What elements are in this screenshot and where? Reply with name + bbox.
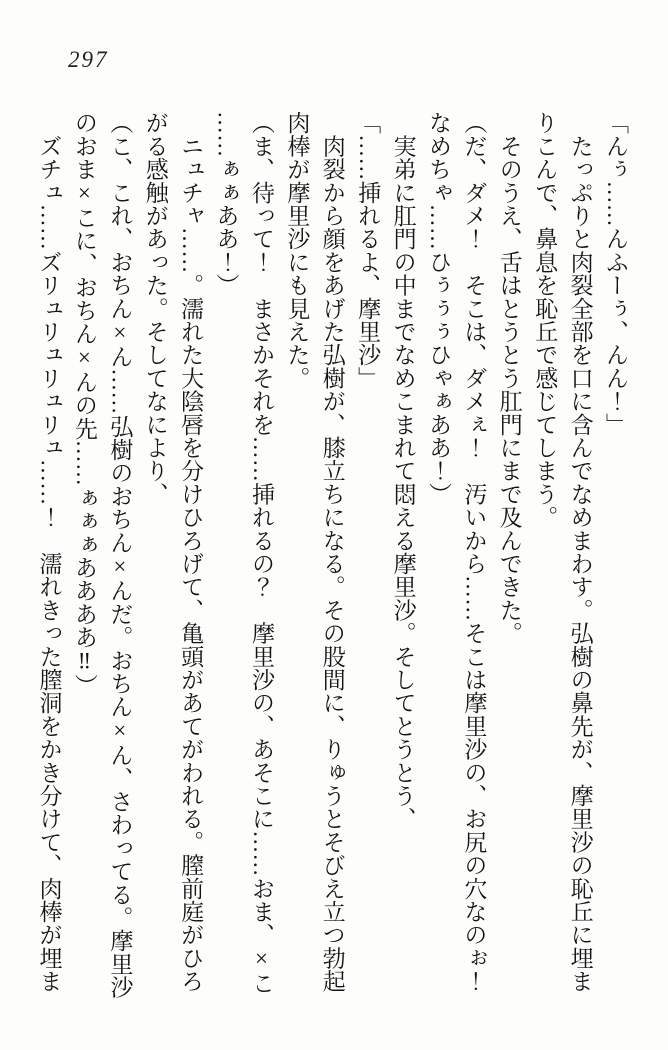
text-line: 「んぅ……んふーぅ、んん！」 xyxy=(603,111,628,436)
text-line: がる感触があった。そしてなにより、 xyxy=(142,111,168,506)
text-line: 実弟に肛門の中までなめこまれて悶える摩里沙。そしてとうとう、 xyxy=(390,111,416,831)
text-line: そのうえ、舌はとうとう肛門にまで及んできた。 xyxy=(496,111,522,645)
text-line: 肉裂から顔をあげた弘樹が、膝立ちになる。その股間に、りゅうとそびえ立つ勃起 xyxy=(319,111,345,993)
text-line: 肉棒が摩里沙にも見えた。 xyxy=(284,111,310,390)
text-line: のおま×こに、おちん×んの先……ぁぁぁああああ‼） xyxy=(71,111,97,697)
text-line: （ま、待って！ まさかそれを……挿れるの？ 摩里沙の、あそこに……おま、×こ xyxy=(248,111,274,995)
text-line: ズチュ……ズリュリュリュリュ……！ 濡れきった膣洞をかき分けて、肉棒が埋ま xyxy=(36,111,62,993)
text-line: 「……挿れるよ、摩里沙」 xyxy=(355,111,381,390)
text-line: ……ぁぁああ！） xyxy=(213,111,239,297)
text-line: （だ、ダメ！ そこは、ダメぇ！ 汚いから……そこは摩里沙の、お尻の穴なのぉ！ xyxy=(461,111,487,993)
body-text-block xyxy=(31,111,633,997)
text-line: ニュチャ……。濡れた大陰唇を分けひろげて、亀頭があてがわれる。膣前庭がひろ xyxy=(178,111,204,993)
text-line: （こ、これ、おちん×ん……弘樹のおちん×んだ。おちん×ん、さわってる。摩里沙 xyxy=(107,111,133,999)
page-number: 297 xyxy=(68,47,109,72)
text-line: なめちゃ……ひぅぅぅひゃぁああ！） xyxy=(425,111,451,506)
text-line: たっぷりと肉裂全部を口に含んでなめまわす。弘樹の鼻先が、摩里沙の恥丘に埋ま xyxy=(567,111,593,993)
text-line: りこんで、鼻息を恥丘で感じてしまう。 xyxy=(532,111,558,529)
